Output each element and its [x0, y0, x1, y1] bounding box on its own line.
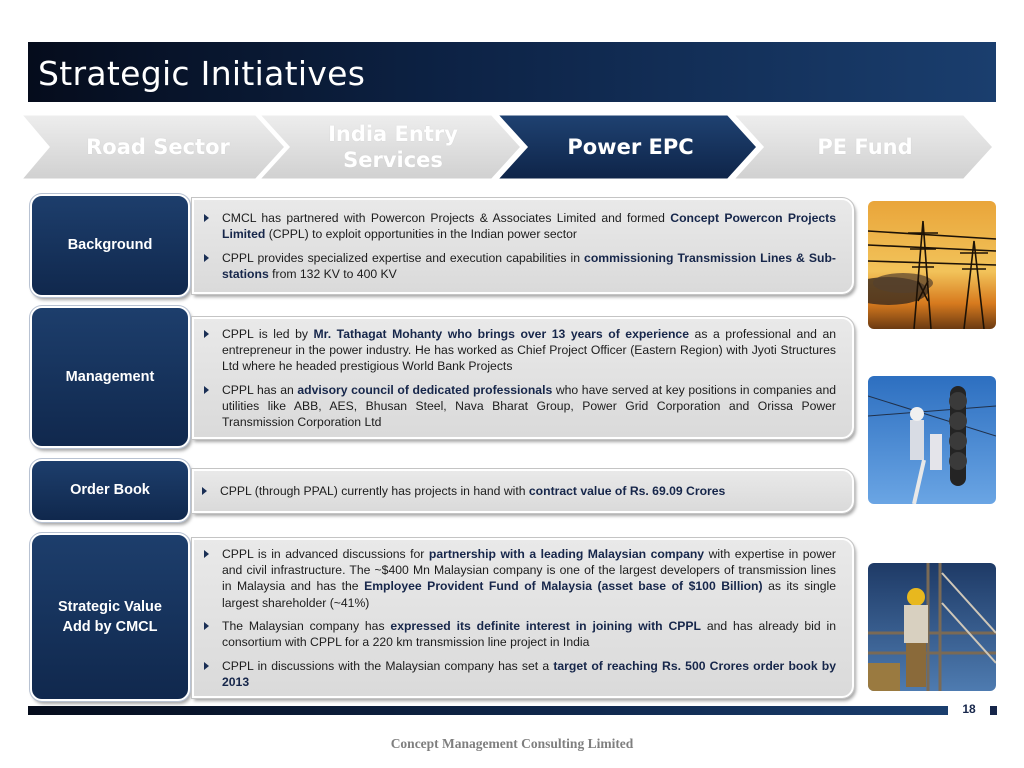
footer-square: [990, 706, 997, 715]
process-chevrons: [18, 110, 998, 184]
bullet-text: as a professional and an entrepreneur in the power industry. He has worked as Chief Project Officer (Eastern Region) with Jyoti Structures Ltd where he headed prestigious World Bank Projects: [222, 326, 836, 374]
page-number: 18: [962, 702, 976, 716]
bullet-text: CPPL provides specialized expertise and execution capabilities in: [222, 250, 585, 265]
tab-pe-fund[interactable]: PE Fund: [817, 134, 913, 159]
bullet-text: CMCL has partnered with Powercon Projects & Associates Limited and formed: [222, 210, 671, 225]
bullet-bold-text: advisory council of dedicated professionals: [297, 382, 553, 397]
tab-power-epc[interactable]: Power EPC: [567, 134, 694, 159]
section-label-order-book: Order Book: [30, 459, 190, 522]
bullet-arrow-icon: [204, 550, 209, 558]
section-label-management: Management: [30, 306, 190, 448]
bullet-item: [202, 483, 836, 499]
section-label-background: Background: [30, 194, 190, 297]
bullet-arrow-icon: [204, 330, 209, 338]
bullet-text: CPPL has an: [222, 382, 298, 397]
bullet-text: as its single largest shareholder (~41%): [222, 579, 836, 610]
section-label-strategic-value: Strategic Value Add by CMCL: [30, 533, 190, 701]
section-content-order-book: [192, 469, 854, 513]
company-name: Concept Management Consulting Limited: [390, 736, 634, 751]
bullet-text: CPPL (through PPAL) currently has projects in hand with: [220, 483, 529, 498]
page-title: Strategic Initiatives: [38, 54, 366, 93]
title-bar: [28, 42, 996, 102]
bullet-arrow-icon: [204, 622, 209, 630]
bullet-item: [204, 658, 836, 691]
tab-india-entry-services[interactable]: India Entry Services: [328, 121, 458, 172]
bullet-text: CPPL in discussions with the Malaysian company has set a: [222, 658, 554, 673]
lineman-photo: [868, 376, 996, 504]
bullet-text: who have served at key positions in companies and utilities like ABB, AES, Bhusan Steel, Nava Bharat Group, Power Grid Corporation and Orissa Power Transmission Corporation Ltd: [222, 382, 837, 430]
bullet-bold-text: Mr. Tathagat Mohanty who brings over 13 years of experience: [313, 326, 689, 341]
bullet-text: CPPL is in advanced discussions for: [222, 546, 429, 561]
bullet-bold-text: partnership with a leading Malaysian company: [428, 546, 705, 561]
bullet-arrow-icon: [202, 487, 207, 495]
bullet-text: with expertise in power and civil infrastructure. The ~$400 Mn Malaysian company is one of the largest developers of transmission lines in Malaysia and has the: [222, 546, 836, 594]
bullet-text: The Malaysian company has: [222, 619, 391, 633]
bullet-item: [204, 382, 836, 431]
section-content-strategic-value: [192, 538, 854, 698]
bullet-text: from 132 KV to 400 KV: [268, 266, 397, 281]
transmission-tower-photo: [868, 201, 996, 329]
bullet-bold-text: target of reaching Rs. 500 Crores order book by 2013: [222, 658, 836, 689]
bullet-bold-text: Concept Powercon Projects Limited: [222, 210, 837, 242]
bullet-bold-text: contract value of Rs. 69.09 Crores: [528, 483, 726, 498]
engineer-photo: [868, 563, 996, 691]
section-content-background: [192, 198, 854, 294]
bullet-arrow-icon: [204, 386, 209, 394]
bullet-bold-text: commissioning Transmission Lines & Sub-stations: [222, 250, 836, 281]
bullet-text: and has already bid in consortium with CPPL for a 220 km transmission line project in India: [222, 619, 836, 650]
footer-bar: [28, 706, 948, 715]
bullet-item: [204, 250, 836, 283]
bullet-arrow-icon: [204, 214, 209, 222]
bullet-text: (CPPL) to exploit opportunities in the Indian power sector: [265, 227, 577, 242]
bullet-item: [204, 326, 836, 375]
section-content-management: [192, 317, 854, 439]
bullet-bold-text: Employee Provident Fund of Malaysia (asset base of $100 Billion): [364, 579, 763, 594]
bullet-item: [204, 618, 836, 651]
bullet-item: [204, 210, 836, 243]
bullet-item: [204, 546, 836, 611]
bullet-text: CPPL is led by: [222, 326, 314, 341]
bullet-bold-text: expressed its definite interest in joining with CPPL: [390, 619, 701, 633]
tab-road-sector[interactable]: Road Sector: [86, 134, 230, 159]
bullet-arrow-icon: [204, 662, 209, 670]
bullet-arrow-icon: [204, 254, 209, 262]
